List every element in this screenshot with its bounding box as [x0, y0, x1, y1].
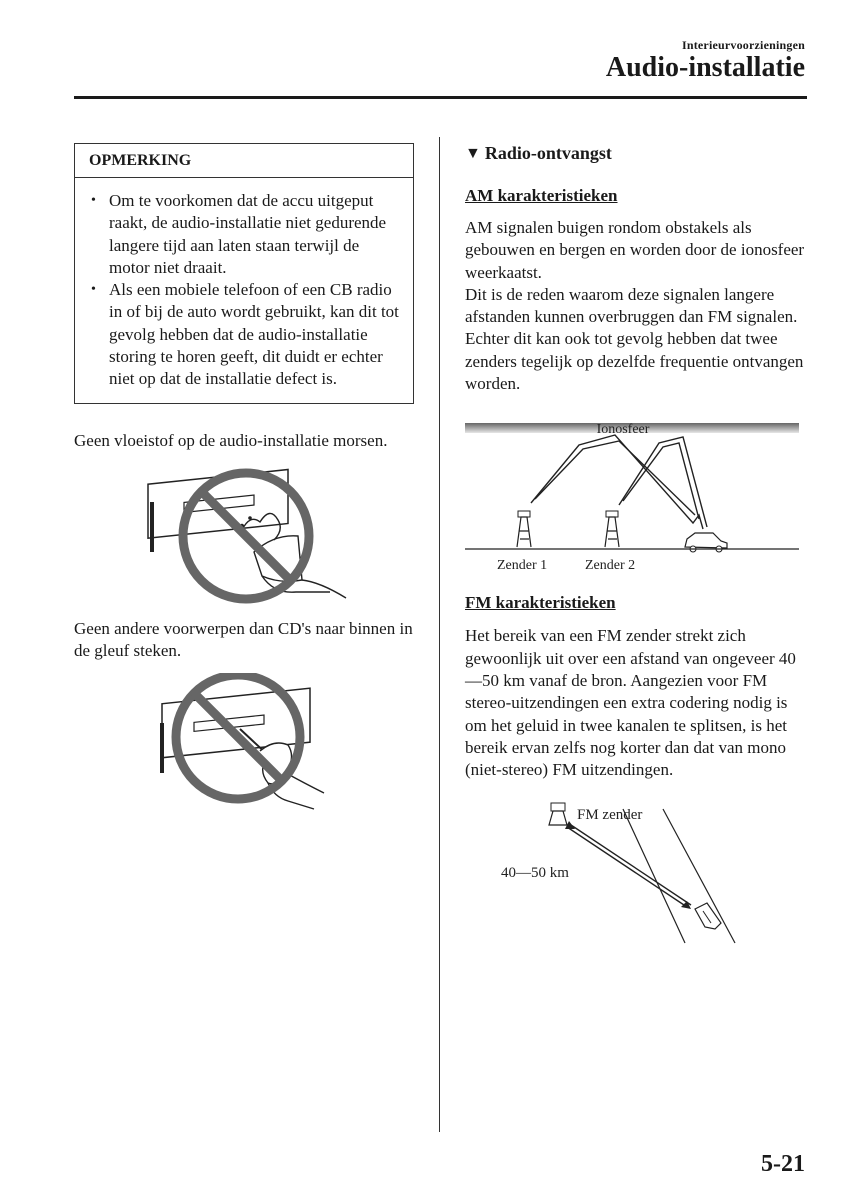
- page-number: 5-21: [761, 1151, 805, 1177]
- note-list: [75, 178, 413, 403]
- station-2-label: Zender 2: [585, 558, 636, 574]
- am-subtitle: AM karakteristieken: [465, 186, 618, 205]
- fm-diagram: [463, 793, 808, 963]
- distance-label: 40—50 km: [501, 865, 569, 882]
- triangle-marker-icon: ▼: [465, 144, 481, 162]
- no-objects-illustration: [74, 673, 414, 813]
- ionosphere-label: Ionosfeer: [596, 422, 650, 438]
- page-title: Audio-installatie: [605, 52, 805, 83]
- section-name: Interieurvoorzieningen: [681, 38, 805, 52]
- tower-2-icon: [605, 511, 619, 547]
- radio-section-title: [465, 143, 810, 164]
- am-diagram: [463, 415, 808, 575]
- no-liquid-text: Geen vloeistof op de audio-installatie morsen.: [74, 430, 388, 450]
- station-1-label: Zender 1: [497, 558, 548, 574]
- fm-text: Het bereik van een FM zender strekt zich gewoonlijk uit over een afstand van ongeveer 40—50 km vanaf de bron. Aangezien voor FM stereo-uitzendingen een extra codering nodig is om het geluid in twee kanalen te splitsen, is het bereik ervan zelfs nog korter dan dat van mono (niet-stereo) FM uitzendingen.: [465, 626, 796, 780]
- fm-tower-icon: [549, 803, 567, 825]
- am-text-3: Echter dit kan ook tot gevolg hebben dat twee zenders tegelijk op dezelfde frequentie ontvangen worden.: [465, 329, 804, 394]
- column-divider: [439, 137, 440, 1132]
- am-text-1: AM signalen buigen rondom obstakels als gebouwen en bergen en worden door de ionosfeer weerkaatst.: [465, 218, 805, 282]
- tower-1-icon: [517, 511, 531, 547]
- am-text-2: Dit is de reden waarom deze signalen langere afstanden kunnen overbruggen dan FM signalen.: [465, 284, 798, 327]
- right-column: [465, 143, 810, 963]
- header-rule: [74, 96, 807, 99]
- fm-car-icon: [695, 903, 721, 929]
- note-heading: OPMERKING: [75, 144, 413, 178]
- note-box: [74, 143, 414, 404]
- left-column: [74, 143, 416, 813]
- radio-title-text: Radio-ontvangst: [484, 143, 612, 163]
- fm-station-label: FM zender: [577, 807, 643, 824]
- fm-subtitle: FM karakteristieken: [465, 593, 616, 613]
- note-item: • Als een mobiele telefoon of een CB radio in of bij de auto wordt gebruikt, kan dit tot gevolg hebben dat de audio-installatie storing te horen geeft, dit duidt er echter niet op dat de installatie defect is.: [91, 279, 399, 390]
- note-item: • Om te voorkomen dat de accu uitgeput raakt, de audio-installatie niet gedurende langere tijd aan laten staan terwijl de motor niet draait.: [91, 190, 399, 279]
- no-liquid-illustration: [74, 464, 414, 604]
- no-objects-text: Geen andere voorwerpen dan CD's naar binnen in de gleuf steken.: [74, 618, 413, 661]
